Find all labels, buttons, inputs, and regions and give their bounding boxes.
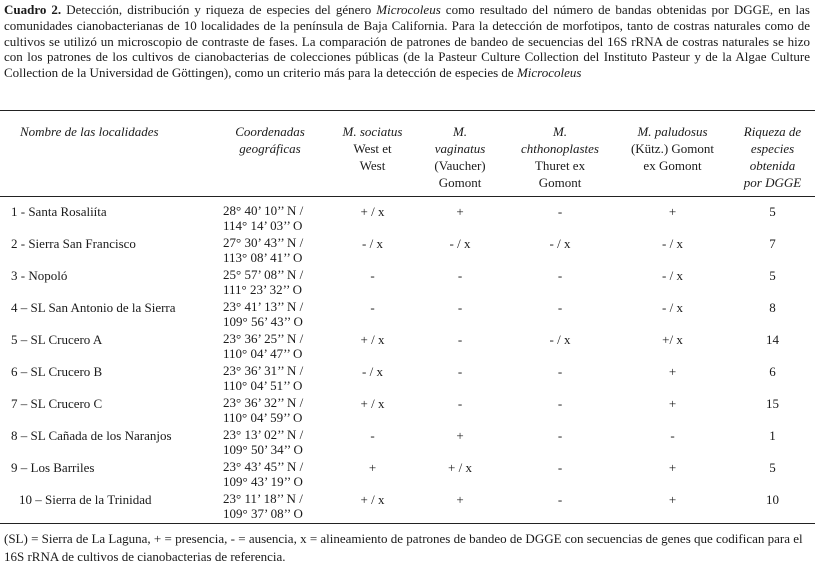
- cell-riq: 1: [769, 428, 776, 443]
- cell-cht: -: [557, 428, 563, 443]
- header-localidad: Nombre de las localidades: [20, 124, 159, 139]
- cell-longitude: 110° 04’ 59’’ O: [223, 410, 303, 425]
- cell-pal: +: [668, 492, 677, 507]
- cell-riq: 10: [766, 492, 779, 507]
- cell-vag: -: [457, 300, 463, 315]
- cell-locality-name: 1 - Santa Rosaliíta: [11, 204, 107, 219]
- cell-locality-name: 6 – SL Crucero B: [11, 364, 103, 379]
- cell-soc: - / x: [362, 364, 383, 379]
- cell-longitude: 114° 14’ 03’’ O: [223, 218, 303, 233]
- table-footnote: (SL) = Sierra de La Laguna, + = presencia, - = ausencia, x = alineamiento de patrones de bandeo de DGGE con secuencias de genes que codifican para el 16S rRNA de cultivos de cianobacterias de referencia.: [4, 531, 803, 564]
- cell-vag: - / x: [449, 236, 471, 251]
- cell-longitude: 109° 37’ 08’’ O: [223, 506, 303, 521]
- cell-latitude: 23° 36’ 32’’ N /: [223, 395, 304, 410]
- cell-cht: - / x: [549, 236, 571, 251]
- cell-pal: - / x: [662, 268, 683, 283]
- cell-pal: +/ x: [662, 332, 683, 347]
- cell-pal: - / x: [662, 236, 683, 251]
- cell-riq: 7: [769, 236, 776, 251]
- cell-latitude: 23° 36’ 25’’ N /: [223, 331, 304, 346]
- caption-label: Cuadro 2.: [4, 2, 62, 17]
- cell-cht: -: [557, 204, 563, 219]
- cell-cht: - / x: [549, 332, 571, 347]
- cell-pal: +: [668, 396, 677, 411]
- cell-locality-name: 8 – SL Cañada de los Naranjos: [11, 428, 172, 443]
- caption-genus: Microcoleus: [376, 2, 441, 17]
- cell-soc: + / x: [360, 396, 385, 411]
- caption-text-1: Detección, distribución y riqueza de especies del género: [61, 2, 377, 17]
- cell-longitude: 109° 50’ 34’’ O: [223, 442, 303, 457]
- top-rule: [0, 110, 815, 111]
- header-m-paludosus: M. paludosus (Kütz.) Gomont ex Gomont: [630, 124, 715, 173]
- cell-cht: -: [557, 460, 563, 475]
- cell-cht: -: [557, 396, 563, 411]
- cell-pal: +: [668, 364, 677, 379]
- cell-vag: +: [456, 492, 464, 507]
- cell-pal: +: [668, 460, 677, 475]
- cell-locality-name: 9 – Los Barriles: [11, 460, 95, 475]
- cell-cht: -: [557, 300, 563, 315]
- cell-locality-name: 5 – SL Crucero A: [11, 332, 103, 347]
- table-caption: [4, 2, 810, 81]
- cell-vag: -: [457, 332, 463, 347]
- cell-vag: +: [456, 428, 464, 443]
- cell-latitude: 23° 13’ 02’’ N /: [223, 427, 304, 442]
- cell-soc: -: [370, 268, 375, 283]
- cell-longitude: 111° 23’ 32’’ O: [223, 282, 302, 297]
- cell-longitude: 113° 08’ 41’’ O: [223, 250, 303, 265]
- header-m-vaginatus: M. vaginatus (Vaucher) Gomont: [434, 124, 486, 190]
- cell-vag: -: [457, 364, 463, 379]
- cell-vag: -: [457, 396, 463, 411]
- cell-longitude: 110° 04’ 47’’ O: [223, 346, 303, 361]
- cell-riq: 5: [769, 268, 776, 283]
- caption-text-2: como resultado del número de bandas obtenidas por DGGE, en las comunidades cianobacterianas de 10 localidades de la península de Baja California. Para la detección de morfotipos, tanto de costras naturales como de cultivos se utilizó un microscopio de contraste de fases. La comparación de patrones de bandeo de secuencias del 16S rRNA de costras naturales se hizo con los patrones de los cultivos de cianobacterias de colecciones públicas (de la Pasteur Culture Collection del Instituto Pasteur y de la Algae Culture Collection de la Universidad de Göttingen), como un criterio más para la detección de especies de: [4, 2, 810, 81]
- cell-pal: - / x: [662, 300, 683, 315]
- cell-soc: - / x: [362, 236, 383, 251]
- bottom-rule: [0, 523, 815, 524]
- cell-locality-name: 7 – SL Crucero C: [11, 396, 103, 411]
- cell-riq: 5: [769, 460, 776, 475]
- cell-vag: -: [457, 268, 463, 283]
- cell-latitude: 23° 41’ 13’’ N /: [223, 299, 304, 314]
- header-riqueza: Riqueza de especies obtenida por DGGE: [743, 124, 802, 190]
- header-coordenadas: Coordenadas geográficas: [235, 124, 305, 156]
- cell-pal: -: [670, 428, 675, 443]
- cell-soc: +: [368, 460, 377, 475]
- cell-latitude: 23° 11’ 18’’ N /: [223, 491, 303, 506]
- cell-longitude: 109° 43’ 19’’ O: [223, 474, 303, 489]
- cell-locality-name: 2 - Sierra San Francisco: [11, 236, 136, 251]
- cell-cht: -: [557, 364, 563, 379]
- cell-riq: 14: [766, 332, 779, 347]
- cell-cht: -: [557, 492, 563, 507]
- cell-latitude: 23° 43’ 45’’ N /: [223, 459, 304, 474]
- cell-vag: + / x: [448, 460, 472, 475]
- caption-genus-end: Microcoleus: [516, 65, 582, 81]
- cell-soc: + / x: [360, 332, 385, 347]
- cell-pal: +: [668, 204, 677, 219]
- cell-riq: 8: [769, 300, 776, 315]
- cell-soc: -: [370, 428, 375, 443]
- cell-latitude: 25° 57’ 08’’ N /: [223, 267, 304, 282]
- cell-riq: 6: [769, 364, 776, 379]
- header-rule: [0, 196, 815, 197]
- cell-locality-name: 4 – SL San Antonio de la Sierra: [11, 300, 176, 315]
- cell-longitude: 110° 04’ 51’’ O: [223, 378, 303, 393]
- cell-latitude: 27° 30’ 43’’ N /: [223, 235, 304, 250]
- cell-cht: -: [557, 268, 563, 283]
- cell-riq: 5: [769, 204, 776, 219]
- cell-riq: 15: [766, 396, 779, 411]
- cell-soc: -: [370, 300, 375, 315]
- cell-soc: + / x: [360, 492, 385, 507]
- header-m-chthonoplastes: M. chthonoplastes Thuret ex Gomont: [521, 124, 599, 190]
- cell-soc: + / x: [360, 204, 385, 219]
- cell-vag: +: [456, 204, 464, 219]
- cell-latitude: 28° 40’ 10’’ N /: [223, 203, 304, 218]
- cell-latitude: 23° 36’ 31’’ N /: [223, 363, 304, 378]
- header-m-sociatus: M. sociatus West et West: [342, 124, 403, 173]
- cell-locality-name: 10 – Sierra de la Trinidad: [19, 492, 152, 507]
- cell-longitude: 109° 56’ 43’’ O: [223, 314, 303, 329]
- cell-locality-name: 3 - Nopoló: [11, 268, 68, 283]
